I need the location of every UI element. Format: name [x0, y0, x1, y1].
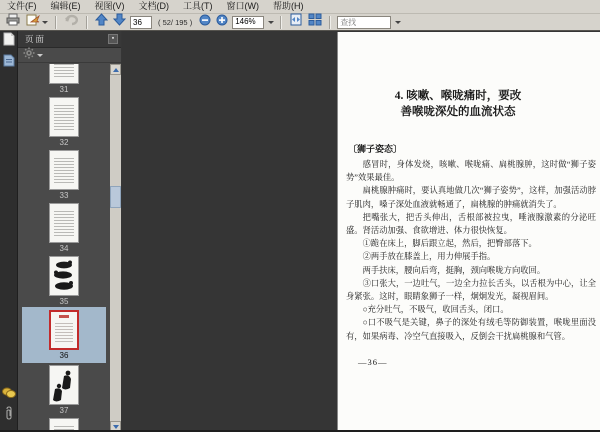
- thumbnail-page-number: 31: [59, 85, 69, 94]
- zoom-in-button[interactable]: [215, 15, 229, 30]
- toolbar-separator: [55, 16, 57, 29]
- body-paragraph: ③口张大，一边吐气，一边全力拉长舌头，以舌根为中心，让全身紧张。这时，眼睛象狮子一样，炯炯发光，凝视眉间。: [346, 278, 596, 302]
- scroll-up-button[interactable]: [110, 64, 121, 75]
- thumbnail-page-number: 33: [59, 191, 69, 200]
- thumbnail-page-number: 35: [59, 297, 69, 306]
- fit-width-button[interactable]: [288, 15, 304, 30]
- page-footer-number: —36—: [358, 356, 388, 367]
- zoom-level-input[interactable]: 146%: [232, 16, 264, 29]
- attachments-tab[interactable]: [2, 409, 15, 424]
- thumbnail-page-image[interactable]: [49, 64, 79, 84]
- panel-options-row: [18, 48, 121, 63]
- thumbnail-page-number: 34: [59, 244, 69, 253]
- body-paragraph: 把嘴张大，把舌头伸出，舌根部被拉曳，唾液腺激素的分泌旺盛。肾活动加强、食欲增进、体力很快恢复。: [346, 212, 596, 236]
- page-thumbnail[interactable]: [22, 64, 106, 95]
- toolbar: [0, 14, 600, 31]
- body-paragraph: 扁桃腺肿痛时，要认真地做几次“狮子姿势”，这样，加强活动脖子肌肉，嗓子深处血液就畅通了，扁桃腺的肿痛就消失了。: [346, 186, 596, 209]
- panel-menu-button[interactable]: ▪: [108, 34, 118, 44]
- menu-item[interactable]: 编辑(E): [50, 1, 81, 11]
- page-thumbnail[interactable]: [22, 307, 106, 363]
- menu-item[interactable]: 视图(V): [94, 1, 125, 11]
- pages-tab[interactable]: [2, 34, 15, 49]
- options-gear-icon[interactable]: [23, 46, 36, 64]
- thumbnail-page-image[interactable]: [49, 97, 79, 137]
- printer-icon: [5, 13, 21, 31]
- scroll-up-icon: [113, 68, 119, 72]
- panel-scrollbar[interactable]: [110, 64, 121, 432]
- body-paragraph: ①跪在床上，脚后跟立起，然后，把臀部落下。: [362, 239, 537, 249]
- page-thumbnail[interactable]: [22, 363, 106, 416]
- arrow-down-icon: [113, 13, 126, 31]
- page-thumbnail[interactable]: [22, 148, 106, 201]
- stamp-watermark: [584, 320, 600, 432]
- page-thumbnail[interactable]: [22, 254, 106, 307]
- menu-item[interactable]: 文件(F): [7, 1, 37, 11]
- page-thumbnail[interactable]: [22, 201, 106, 254]
- document-view[interactable]: [122, 31, 600, 432]
- scroll-down-icon: [113, 425, 119, 429]
- pages-panel: [18, 31, 121, 432]
- thumbnail-list: [18, 64, 110, 432]
- fullscreen-icon: [308, 13, 322, 31]
- body-paragraph: ○口不吸气是关键，鼻子的深处有绒毛等防御装置，喉咙里面没有，如果病毒、冷空气直接吸入，反倒会干扰扁桃腺和气管。: [346, 318, 596, 341]
- thumbnail-page-image[interactable]: [49, 203, 79, 243]
- search-input[interactable]: [337, 16, 391, 29]
- comments-tab[interactable]: [2, 387, 15, 402]
- fit-width-icon: [289, 13, 303, 31]
- search-dropdown-caret[interactable]: [395, 21, 401, 24]
- previous-page-button[interactable]: [94, 15, 109, 30]
- thumbnail-page-number: 32: [59, 138, 69, 147]
- menu-item[interactable]: 窗口(W): [226, 1, 259, 11]
- email-icon: [26, 13, 41, 31]
- thumbnail-page-image[interactable]: [49, 310, 79, 350]
- bookmarks-tab-icon: [3, 53, 15, 72]
- bookmarks-tab[interactable]: [2, 55, 15, 70]
- zoom-in-icon: [216, 13, 228, 31]
- thumbnail-page-image[interactable]: [49, 150, 79, 190]
- section-heading: 〔狮子姿态〕: [348, 144, 403, 154]
- next-page-button[interactable]: [112, 15, 127, 30]
- fullscreen-button[interactable]: [307, 15, 323, 30]
- navigation-tab-strip: [0, 31, 18, 432]
- toolbar-separator: [280, 16, 282, 29]
- zoom-out-icon: [199, 13, 211, 31]
- page-number-input[interactable]: [130, 16, 152, 29]
- options-dropdown-caret[interactable]: [37, 54, 43, 57]
- print-button[interactable]: [4, 15, 22, 30]
- menu-bar: [0, 0, 600, 14]
- page-title: 4. 咳嗽、喉咙痛时，要改 善喉咙深处的血流状态: [394, 90, 522, 118]
- body-paragraph: 感冒时，身体发烧，咳嗽、喉咙痛、扁桃腺肿，这时做“狮子姿势”效果最佳。: [346, 160, 596, 183]
- body-paragraph: 两手扶床，腰向后弯，挺胸，颈向喉咙方向收回。: [362, 265, 546, 275]
- previous-view-button-disabled[interactable]: [63, 15, 80, 30]
- toolbar-separator: [86, 16, 88, 29]
- pages-tab-icon: [3, 32, 15, 51]
- zoom-out-button[interactable]: [198, 15, 212, 30]
- arrow-up-icon: [95, 13, 108, 31]
- menu-item[interactable]: 帮助(H): [273, 1, 304, 11]
- toolbar-separator: [329, 16, 331, 29]
- scrollbar-thumb[interactable]: [110, 186, 121, 208]
- paperclip-icon: [3, 406, 15, 427]
- comments-tab-icon: [2, 386, 16, 404]
- page-thumbnail[interactable]: [22, 95, 106, 148]
- body-paragraph: ○充分吐气，不吸气，收回舌头，闭口。: [362, 305, 509, 315]
- page-thumbnail[interactable]: [22, 416, 106, 432]
- thumbnail-page-image[interactable]: [49, 256, 79, 296]
- previous-view-icon: [64, 13, 79, 31]
- email-button[interactable]: [25, 15, 49, 30]
- document-page[interactable]: [337, 32, 600, 432]
- body-paragraph: ②两手放在膝盖上，用力伸展手指。: [362, 252, 496, 262]
- panel-title: 页面: [25, 34, 47, 44]
- menu-item[interactable]: 文档(D): [138, 1, 169, 11]
- thumbnail-page-number: 36: [59, 351, 69, 360]
- zoom-dropdown-caret[interactable]: [268, 21, 274, 24]
- menu-item[interactable]: 工具(T): [183, 1, 213, 11]
- thumbnail-page-number: 37: [59, 406, 69, 415]
- page-count-label: ( 52/ 195 ): [158, 17, 193, 27]
- email-dropdown-caret[interactable]: [42, 21, 48, 24]
- thumbnail-page-image[interactable]: [49, 365, 79, 405]
- thumbnail-page-image[interactable]: [49, 418, 79, 432]
- scroll-down-button[interactable]: [110, 421, 121, 432]
